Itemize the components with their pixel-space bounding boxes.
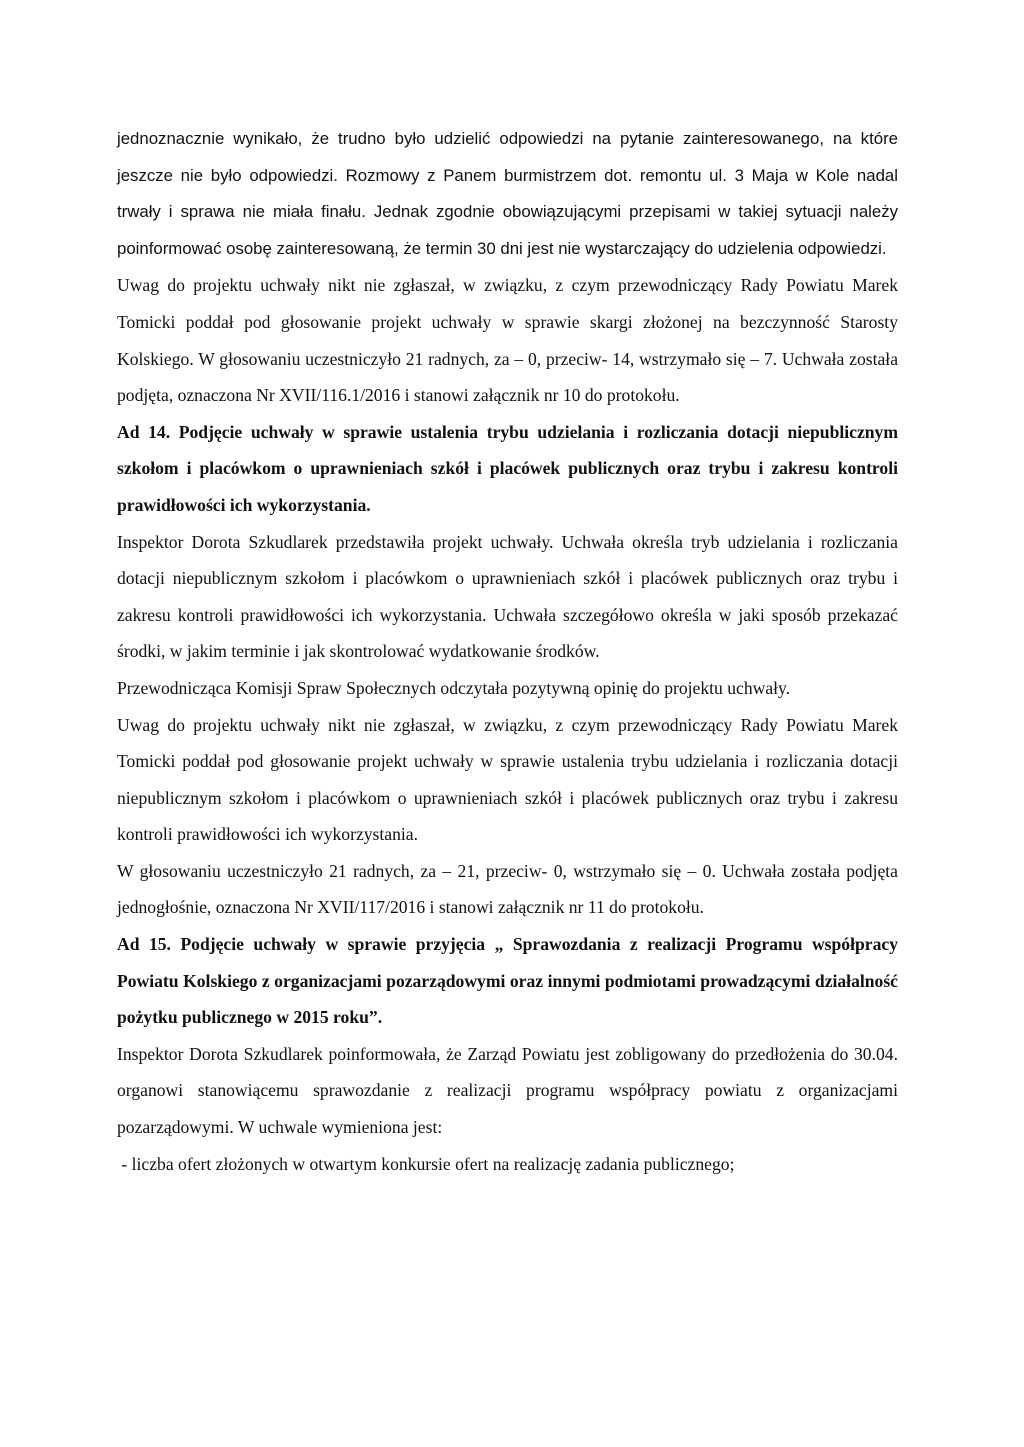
agenda-item-title: Podjęcie uchwały w sprawie przyjęcia „ Sprawozdania z realizacji Programu współpracy Powiatu Kolskiego z organizacjami pozarządowymi oraz innymi podmiotami prowadzącymi działalność pożytku publicznego w 2015 roku”. — [117, 934, 898, 1028]
paragraph-response-deadline: jednoznacznie wynikało, że trudno było udzielić odpowiedzi na pytanie zainteresowanego, na które jeszcze nie było odpowiedzi. Rozmowy z Panem burmistrzem dot. remontu ul. 3 Maja w Kole nadal trwały i sprawa nie miała finału. Jednak zgodnie obowiązującymi przepisami w takiej sytuacji należy poinformować osobę zainteresowaną, że termin 30 dni jest nie wystarczający do udzielenia odpowiedzi. — [117, 129, 898, 258]
paragraph-inspector-presentation: Inspektor Dorota Szkudlarek przedstawiła projekt uchwały. Uchwała określa tryb udzielania i rozliczania dotacji niepublicznym szkołom i placówkom o uprawnieniach szkół i placówek publicznych oraz trybu i zakresu kontroli prawidłowości ich wykorzystania. Uchwała szczegółowo określa w jaki sposób przekazać środki, w jakim terminie i jak skontrolować wydatkowanie środków. — [117, 531, 898, 662]
heading-ad-15 — [117, 926, 898, 1036]
list-item: - liczba ofert złożonych w otwartym konkursie ofert na realizację zadania publicznego; — [117, 1153, 735, 1174]
paragraph-committee-opinion: Przewodnicząca Komisji Spraw Społecznych odczytała pozytywną opinię do projektu uchwały. — [117, 677, 791, 698]
paragraph-vote-result: W głosowaniu uczestniczyło 21 radnych, za – 21, przeciw- 0, wstrzymało się – 0. Uchwała została podjęta jednogłośnie, oznaczona Nr XVII/117/2016 i stanowi załącznik nr 11 do protokołu. — [117, 860, 898, 918]
document-body — [117, 121, 898, 1182]
agenda-item-number: Ad 14. — [117, 421, 171, 442]
paragraph-inspector-report: Inspektor Dorota Szkudlarek poinformowała, że Zarząd Powiatu jest zobligowany do przedłożenia do 30.04. organowi stanowiącemu sprawozdanie z realizacji programu współpracy powiatu z organizacjami pozarządowymi. W uchwale wymieniona jest: — [117, 1043, 898, 1138]
paragraph-vote-proposal: Uwag do projektu uchwały nikt nie zgłaszał, w związku, z czym przewodniczący Rady Powiatu Marek Tomicki poddał pod głosowanie projekt uchwały w sprawie ustalenia trybu udzielania i rozliczania dotacji niepublicznym szkołom i placówkom o uprawnieniach szkół i placówek publicznych oraz trybu i zakresu kontroli prawidłowości ich wykorzystania. — [117, 714, 898, 845]
heading-ad-14 — [117, 414, 898, 524]
agenda-item-title: Podjęcie uchwały w sprawie ustalenia trybu udzielania i rozliczania dotacji niepublicznym szkołom i placówkom o uprawnieniach szkół i placówek publicznych oraz trybu i zakresu kontroli prawidłowości ich wykorzystania. — [117, 421, 898, 515]
agenda-item-number: Ad 15. — [117, 934, 171, 955]
paragraph-vote-complaint: Uwag do projektu uchwały nikt nie zgłaszał, w związku, z czym przewodniczący Rady Powiatu Marek Tomicki poddał pod głosowanie projekt uchwały w sprawie skargi złożonej na bezczynność Starosty Kolskiego. W głosowaniu uczestniczyło 21 radnych, za – 0, przeciw- 14, wstrzymało się – 7. Uchwała została podjęta, oznaczona Nr XVII/116.1/2016 i stanowi załącznik nr 10 do protokołu. — [117, 275, 898, 406]
